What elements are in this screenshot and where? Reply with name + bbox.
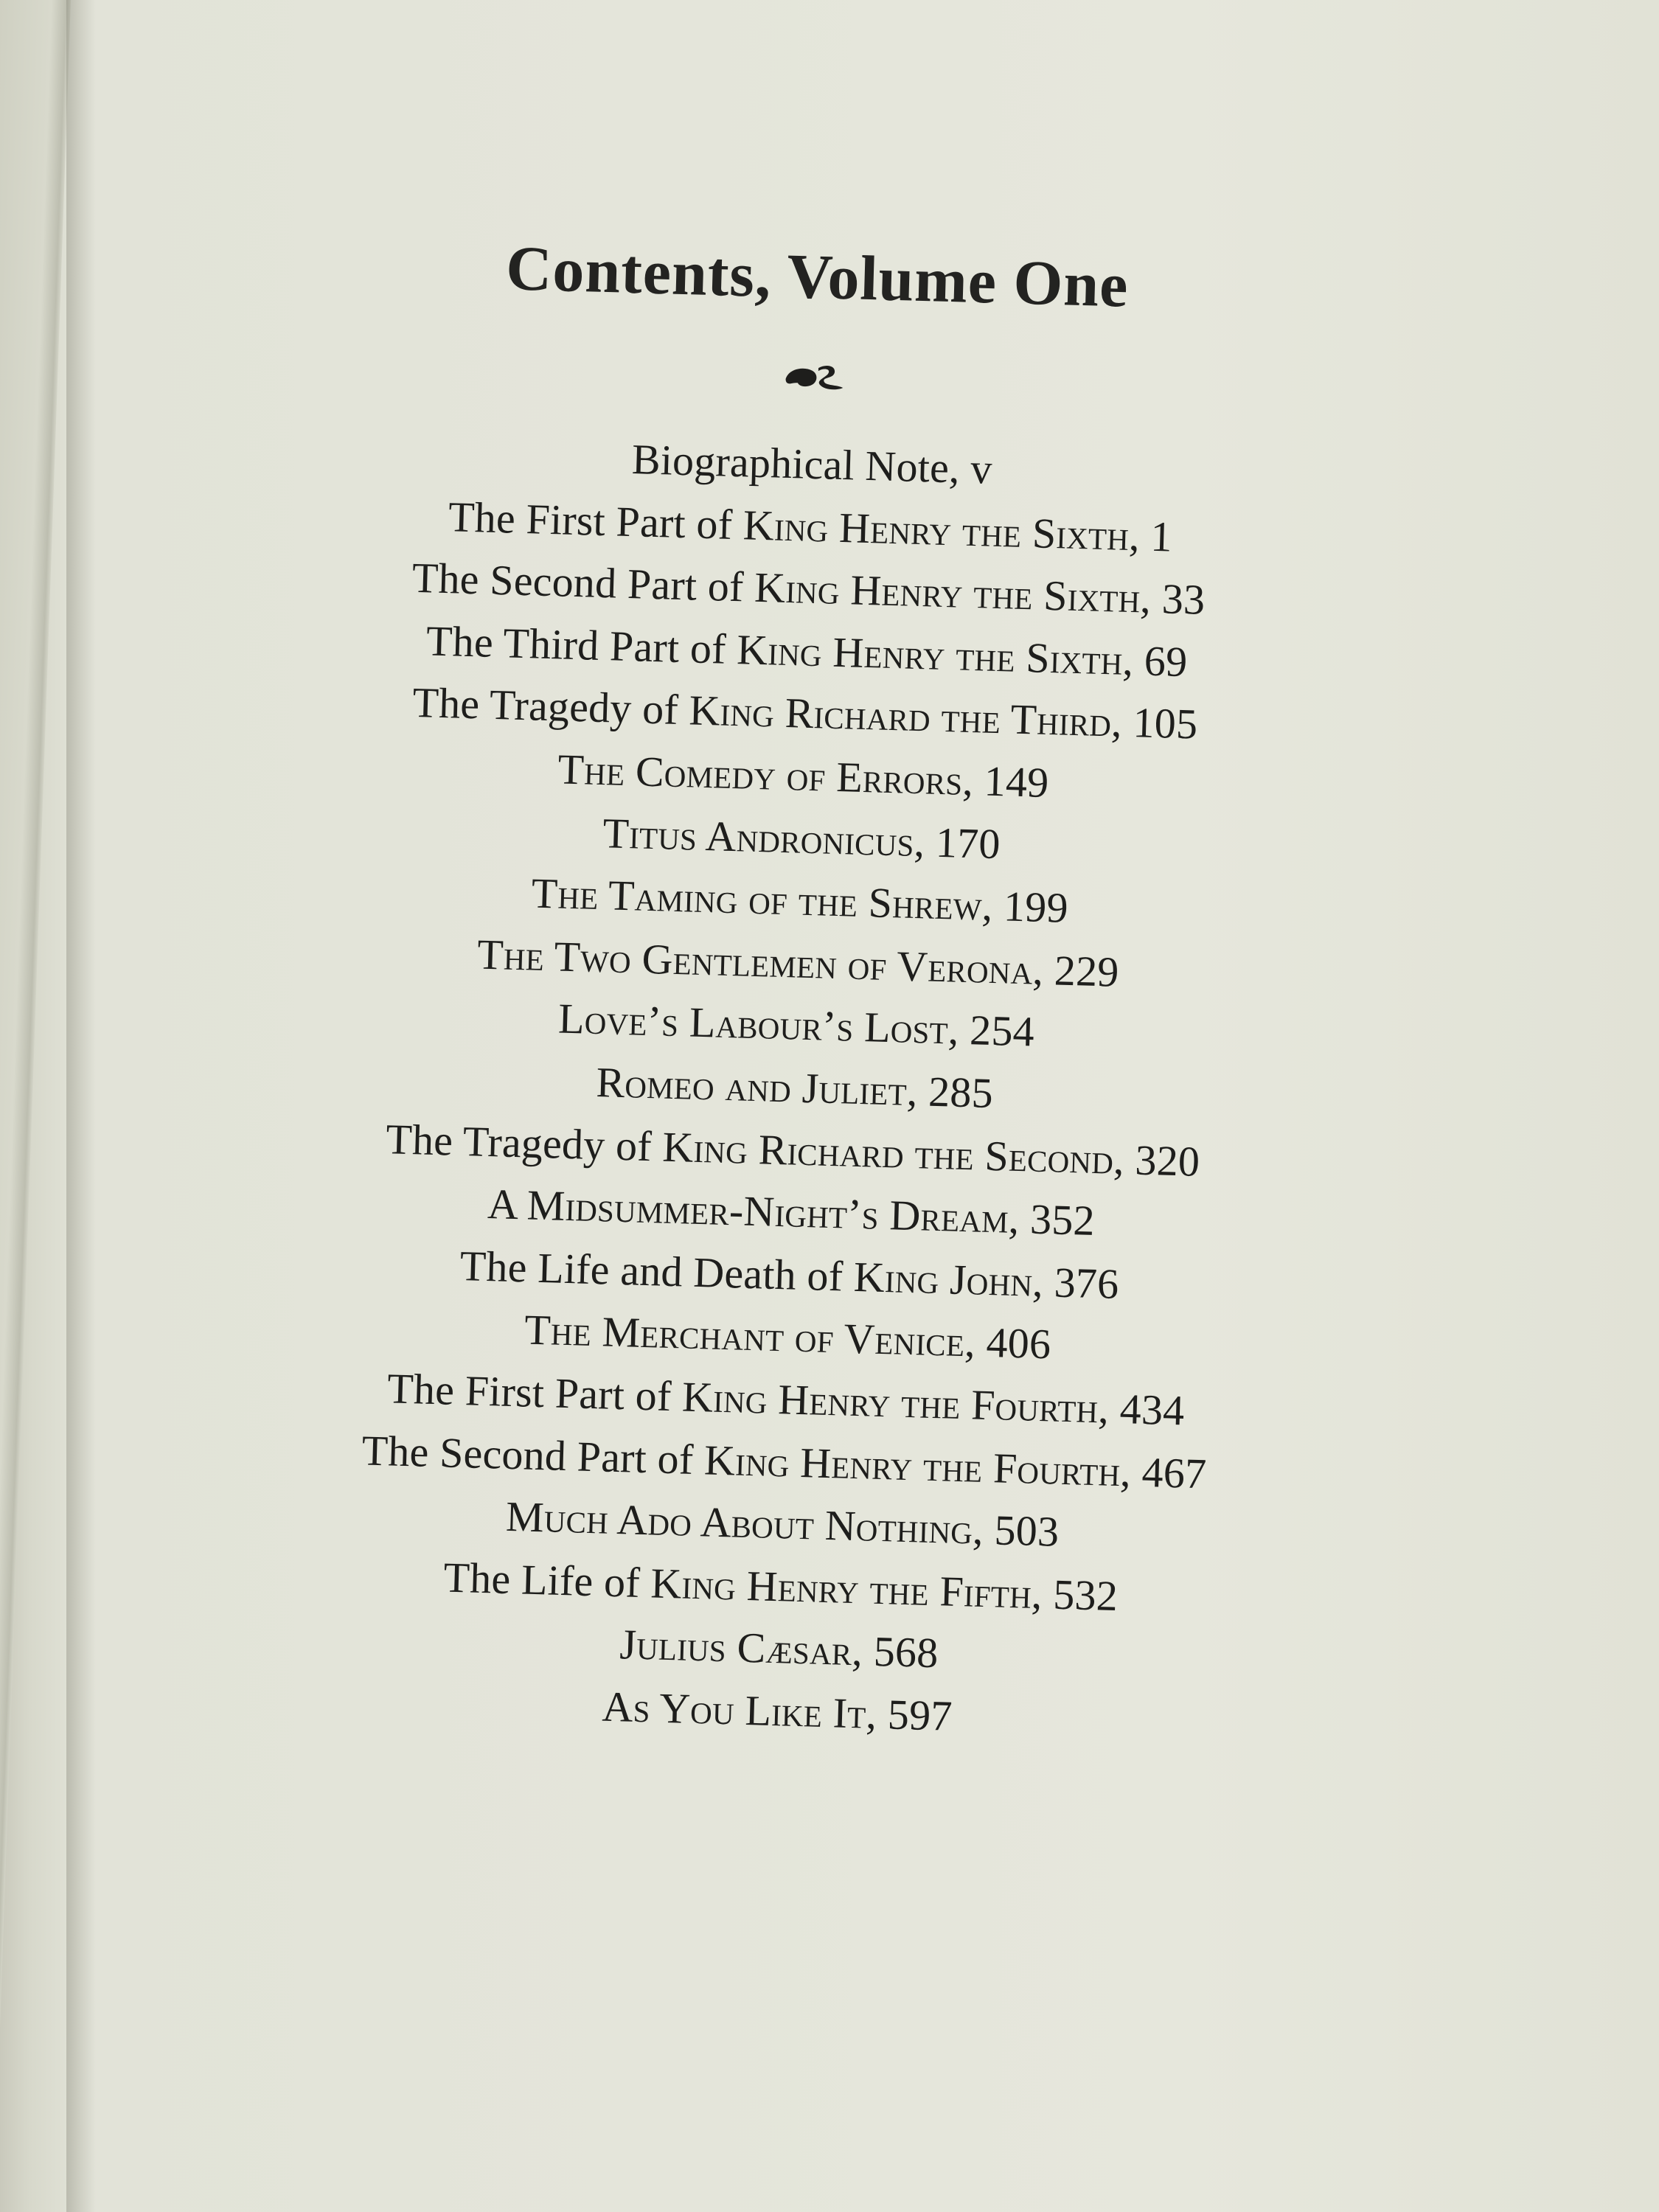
toc-entry-page: 105 [1132, 698, 1199, 748]
toc-entry-page: 199 [1003, 882, 1069, 932]
toc-entry-title: King Henry the Fifth [650, 1559, 1032, 1618]
toc-entry-title: Love’s Labour’s Lost [557, 994, 949, 1054]
toc-entry-page: 503 [993, 1506, 1060, 1556]
fleuron-ornament-icon [781, 357, 848, 395]
toc-entry-title: King Henry the Sixth [742, 500, 1130, 560]
toc-entry-prefix: The Second Part of [361, 1425, 706, 1484]
toc-entry-separator: , [948, 444, 972, 493]
toc-entry-separator: , [1121, 636, 1145, 685]
toc-entry-page: 33 [1161, 574, 1206, 625]
toc-entry-page: v [970, 444, 993, 493]
toc-entry-title: King John [853, 1252, 1034, 1306]
toc-list [238, 419, 1351, 1759]
toc-entry-page: 254 [969, 1006, 1035, 1056]
toc-entry-page: 406 [985, 1318, 1052, 1368]
toc-entry-separator: , [1031, 1569, 1054, 1618]
toc-entry-title: King Richard the Second [661, 1122, 1115, 1183]
toc-entry-prefix: The Second Part of [411, 553, 756, 611]
toc-entry-page: 320 [1134, 1135, 1201, 1186]
toc-entry-separator: , [1097, 1384, 1121, 1433]
toc-entry-page: 597 [887, 1690, 953, 1740]
page-title: Contents, Volume One [505, 232, 1130, 321]
toc-entry-page: 69 [1144, 636, 1189, 686]
toc-entry-separator: , [865, 1689, 888, 1739]
toc-entry-separator: , [947, 1005, 971, 1054]
toc-entry-separator: , [1113, 1135, 1136, 1184]
toc-entry-separator: , [1128, 511, 1152, 560]
toc-entry-separator: , [905, 1066, 930, 1116]
toc-entry-title: King Henry the Sixth [754, 563, 1141, 622]
toc-entry-page: 532 [1052, 1570, 1119, 1620]
toc-entry-page: 149 [983, 757, 1050, 807]
toc-entry-prefix: The Tragedy of [411, 678, 690, 734]
fleuron-ornament-icon [276, 332, 1354, 421]
toc-entry-separator: , [851, 1627, 874, 1676]
toc-entry-page: 467 [1141, 1447, 1208, 1498]
toc-entry-page: 170 [935, 818, 1001, 868]
toc-entry-title: King Henry the Sixth [736, 625, 1124, 684]
toc-entry-separator: , [1032, 945, 1055, 995]
left-page-edge [0, 0, 71, 2212]
toc-entry-page: 352 [1029, 1194, 1096, 1245]
toc-entry-prefix: The Third Part of [425, 616, 738, 673]
toc-entry-prefix: The First Part of [448, 492, 744, 549]
toc-entry-separator: , [1110, 698, 1134, 747]
toc-entry-separator: , [1119, 1447, 1143, 1496]
toc-entry-page: 434 [1119, 1384, 1186, 1435]
toc-entry-title: Romeo and Juliet [595, 1057, 908, 1115]
toc-entry-page: 568 [872, 1627, 939, 1677]
toc-entry-title: As You Like It [601, 1682, 867, 1738]
toc-entry-prefix: The Life of [442, 1553, 652, 1607]
toc-entry-title: The Two Gentlemen of Verona [476, 930, 1034, 994]
toc-entry-title: The Merchant of Venice [524, 1305, 966, 1366]
toc-entry-title: King Richard the Third [688, 686, 1113, 746]
toc-entry-title: A Midsummer-Night’s Dream [487, 1180, 1009, 1242]
toc-entry-prefix: The Life and Death of [459, 1241, 855, 1301]
toc-entry-page: 376 [1053, 1258, 1120, 1308]
toc-entry-title: King Henry the Fourth [703, 1435, 1121, 1495]
toc-entry-page: 1 [1150, 512, 1173, 561]
toc-entry-prefix: The First Part of [386, 1364, 684, 1421]
toc-entry-title: Much Ado About Nothing [505, 1492, 974, 1554]
toc-entry-page: 285 [928, 1067, 994, 1117]
toc-entry-title: Julius Cæsar [619, 1620, 853, 1675]
gutter-shadow [66, 0, 96, 2212]
toc-entry-separator: , [913, 817, 936, 866]
contents-block [238, 221, 1357, 1758]
toc-entry-separator: , [1007, 1194, 1032, 1243]
toc-entry-separator: , [1032, 1257, 1055, 1307]
toc-entry-title: King Henry the Fourth [681, 1372, 1099, 1433]
toc-entry-page: 229 [1054, 946, 1120, 996]
toc-entry-prefix: The Tragedy of [385, 1114, 664, 1171]
toc-entry-separator: , [964, 1318, 987, 1367]
toc-entry-title: The Comedy of Errors [557, 745, 964, 804]
toc-entry-separator: , [1139, 574, 1163, 623]
toc-entry-prefix: Biographical Note [631, 435, 950, 493]
toc-entry-separator: , [981, 881, 1005, 931]
toc-entry-separator: , [961, 756, 985, 805]
toc-entry-separator: , [972, 1505, 995, 1554]
toc-entry-title: Titus Andronicus [602, 808, 915, 866]
toc-entry-title: The Taming of the Shrew [531, 869, 983, 930]
